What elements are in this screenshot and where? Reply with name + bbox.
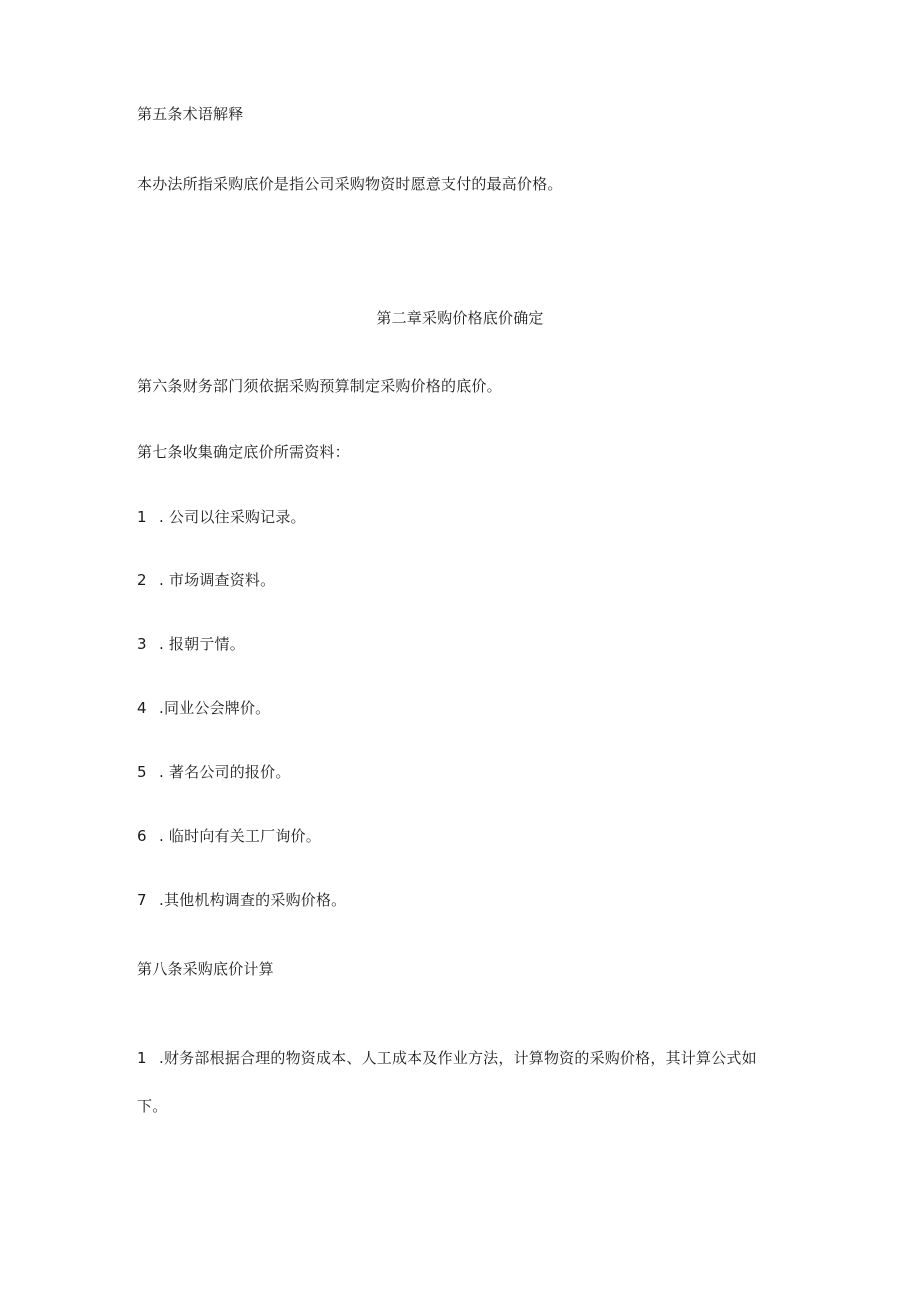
material-item-3 xyxy=(137,634,245,654)
list-text: . 市场调查资料。 xyxy=(159,571,276,589)
material-item-7 xyxy=(137,890,346,910)
list-text: . 临时向有关工厂询价。 xyxy=(159,827,321,845)
article8-title: 第八条采购底价计算 xyxy=(137,960,274,978)
list-number: 5 xyxy=(137,763,147,781)
material-item-5 xyxy=(137,762,291,782)
article5-title: 第五条术语解释 xyxy=(137,105,244,123)
list-text: .财务部根据合理的物资成本、人工成本及作业方法，计算物资的采购价格，其计算公式如 xyxy=(159,1049,757,1067)
list-text: . 报朝亍情。 xyxy=(159,635,245,653)
list-number: 3 xyxy=(137,635,147,653)
list-text: . 公司以往采购记录。 xyxy=(159,508,306,526)
material-item-2 xyxy=(137,570,275,590)
list-number: 4 xyxy=(137,699,147,717)
article8-item-1-continuation: 下。 xyxy=(137,1097,168,1115)
list-text: .其他机构调查的采购价格。 xyxy=(159,891,347,909)
chapter2-title: 第二章采购价格底价确定 xyxy=(376,309,544,327)
material-item-6 xyxy=(137,826,321,846)
list-number: 1 xyxy=(137,508,147,526)
list-text: .同业公会牌价。 xyxy=(159,699,271,717)
article6-text: 第六条财务部门须依据采购预算制定采购价格的底价。 xyxy=(137,377,502,395)
list-number: 2 xyxy=(137,571,147,589)
list-number: 6 xyxy=(137,827,147,845)
list-number: 7 xyxy=(137,891,147,909)
material-item-4 xyxy=(137,698,270,718)
list-number: 1 xyxy=(137,1049,147,1067)
material-item-1 xyxy=(137,507,306,527)
article5-text: 本办法所指采购底价是指公司采购物资时愿意支付的最高价格。 xyxy=(137,175,563,193)
list-text: . 著名公司的报价。 xyxy=(159,763,291,781)
article8-item-1 xyxy=(137,1048,757,1068)
article7-text: 第七条收集确定底价所需资料： xyxy=(137,443,350,461)
